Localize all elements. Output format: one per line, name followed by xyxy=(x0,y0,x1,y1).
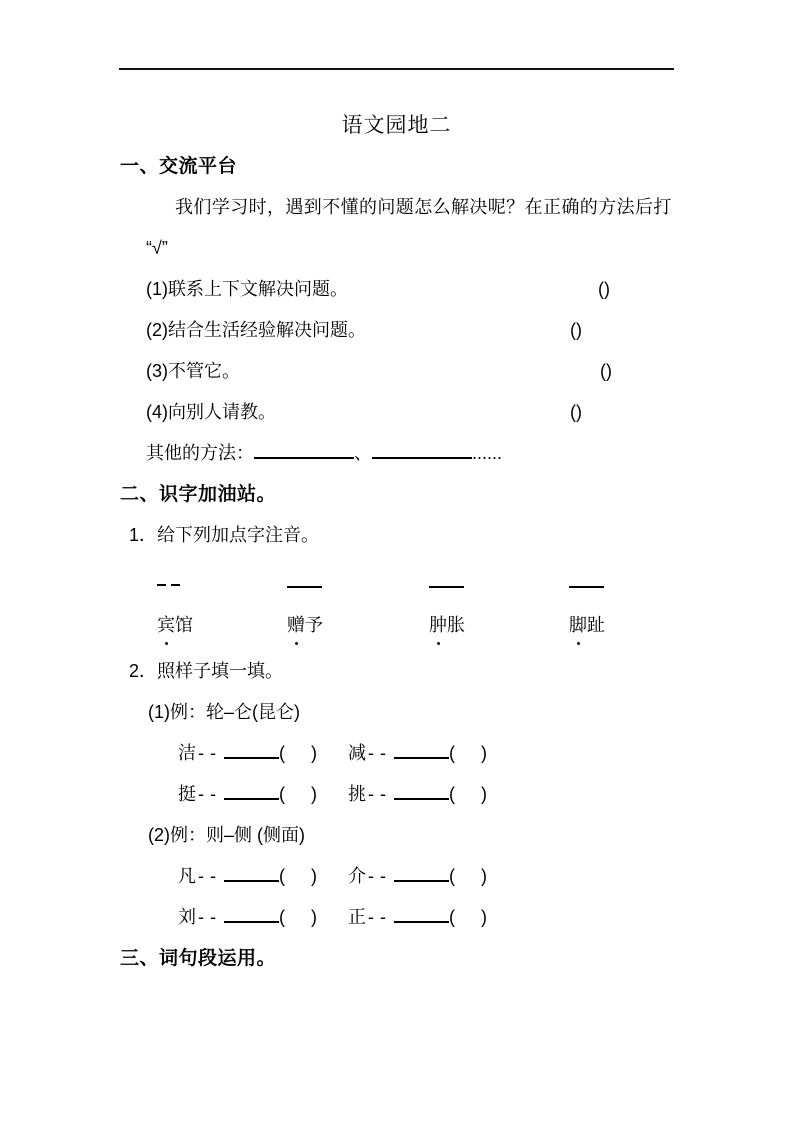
paren-close: ) xyxy=(311,866,317,886)
fill-blank xyxy=(394,907,449,923)
fill-char: 挑 xyxy=(348,784,366,804)
paren-open: ( xyxy=(449,866,455,886)
fill-item xyxy=(178,897,348,938)
fill-dashes: -- xyxy=(198,907,222,927)
fill-dashes: -- xyxy=(198,743,222,763)
other-methods-row xyxy=(120,433,673,474)
example-label: (2)例：则–侧 (侧面) xyxy=(148,825,305,845)
fill-item xyxy=(348,784,487,804)
fill-row xyxy=(120,856,673,897)
fill-dashes: -- xyxy=(198,784,222,804)
checklist-item xyxy=(120,392,673,433)
paren-open: ( xyxy=(279,784,285,804)
fill-row xyxy=(120,733,673,774)
pinyin-blank xyxy=(287,572,322,588)
answer-marker: () xyxy=(600,361,612,381)
fill-char: 减 xyxy=(348,743,366,763)
fill-item xyxy=(348,743,487,763)
pinyin-word-row xyxy=(120,605,673,651)
fill-row xyxy=(120,774,673,815)
paren-open: ( xyxy=(279,743,285,763)
fill-blank xyxy=(224,907,279,923)
checklist-item-text: (4)向别人请教。 xyxy=(146,402,276,422)
doc-title: 语文园地二 xyxy=(341,114,452,137)
section2-heading: 二、识字加油站。 xyxy=(120,484,277,505)
word-text: 脚趾 xyxy=(569,615,605,635)
answer-marker: () xyxy=(570,402,582,422)
pinyin-word xyxy=(287,605,323,650)
other-methods-label: 其他的方法： xyxy=(146,443,254,463)
fill-blank xyxy=(394,784,449,800)
answer-marker: () xyxy=(598,279,610,299)
paren-open: ( xyxy=(279,907,285,927)
list-separator: 、 xyxy=(354,443,372,463)
ellipsis: ...... xyxy=(472,443,503,463)
section3-heading: 三、词句段运用。 xyxy=(120,948,277,969)
fill-char: 洁 xyxy=(178,743,196,763)
question1-label: 1．给下列加点字注音。 xyxy=(129,525,320,545)
example-label: (1)例：轮–仑(昆仑) xyxy=(148,702,300,722)
paren-open: ( xyxy=(449,743,455,763)
fill-dashes: -- xyxy=(368,784,392,804)
paren-open: ( xyxy=(279,866,285,886)
pinyin-blank-row xyxy=(120,556,673,597)
fill-item xyxy=(348,907,487,927)
fill-blank-line xyxy=(372,442,472,459)
pinyin-word xyxy=(569,605,605,650)
paren-close: ) xyxy=(481,907,487,927)
emphasis-dot: • xyxy=(576,638,581,650)
fill-dashes: -- xyxy=(368,866,392,886)
checklist-item-text: (3)不管它。 xyxy=(146,361,240,381)
fill-blank xyxy=(394,743,449,759)
fill-blank xyxy=(224,784,279,800)
checklist-item-text: (2)结合生活经验解决问题。 xyxy=(146,320,366,340)
fill-blank xyxy=(394,866,449,882)
pinyin-blank xyxy=(157,584,180,586)
word-text: 肿胀 xyxy=(429,615,465,635)
pinyin-blank xyxy=(569,572,604,588)
paren-close: ) xyxy=(481,784,487,804)
pinyin-word xyxy=(429,605,465,650)
pinyin-blank xyxy=(429,572,464,588)
section1-heading: 一、交流平台 xyxy=(120,156,238,177)
fill-blank xyxy=(224,866,279,882)
fill-row xyxy=(120,897,673,938)
emphasis-dot: • xyxy=(436,638,441,650)
intro-line-2: “√” xyxy=(146,238,168,258)
pinyin-word xyxy=(157,605,193,650)
checklist-item xyxy=(120,310,673,351)
fill-char: 正 xyxy=(348,907,366,927)
fill-dashes: -- xyxy=(368,743,392,763)
word-text: 宾馆 xyxy=(157,615,193,635)
document-content xyxy=(120,105,673,979)
paren-open: ( xyxy=(449,907,455,927)
paren-close: ) xyxy=(481,743,487,763)
paren-open: ( xyxy=(449,784,455,804)
header-divider xyxy=(119,68,674,70)
fill-char: 介 xyxy=(348,866,366,886)
question2-label: 2．照样子填一填。 xyxy=(129,661,284,681)
fill-blank xyxy=(224,743,279,759)
fill-dashes: -- xyxy=(368,907,392,927)
paren-close: ) xyxy=(481,866,487,886)
fill-char: 凡 xyxy=(178,866,196,886)
emphasis-dot: • xyxy=(164,638,169,650)
checklist-item xyxy=(120,351,673,392)
fill-char: 刘 xyxy=(178,907,196,927)
checklist-item-text: (1)联系上下文解决问题。 xyxy=(146,279,348,299)
fill-item xyxy=(178,856,348,897)
fill-blank-line xyxy=(254,442,354,459)
intro-line-1: 我们学习时，遇到不懂的问题怎么解决呢？在正确的方法后打 xyxy=(175,197,672,217)
fill-item xyxy=(178,774,348,815)
answer-marker: () xyxy=(570,320,582,340)
paren-close: ) xyxy=(311,907,317,927)
fill-item xyxy=(348,866,487,886)
word-text: 赠予 xyxy=(287,615,323,635)
fill-item xyxy=(178,733,348,774)
fill-dashes: -- xyxy=(198,866,222,886)
fill-char: 挺 xyxy=(178,784,196,804)
emphasis-dot: • xyxy=(294,638,299,650)
checklist-item xyxy=(120,269,673,310)
paren-close: ) xyxy=(311,784,317,804)
paren-close: ) xyxy=(311,743,317,763)
